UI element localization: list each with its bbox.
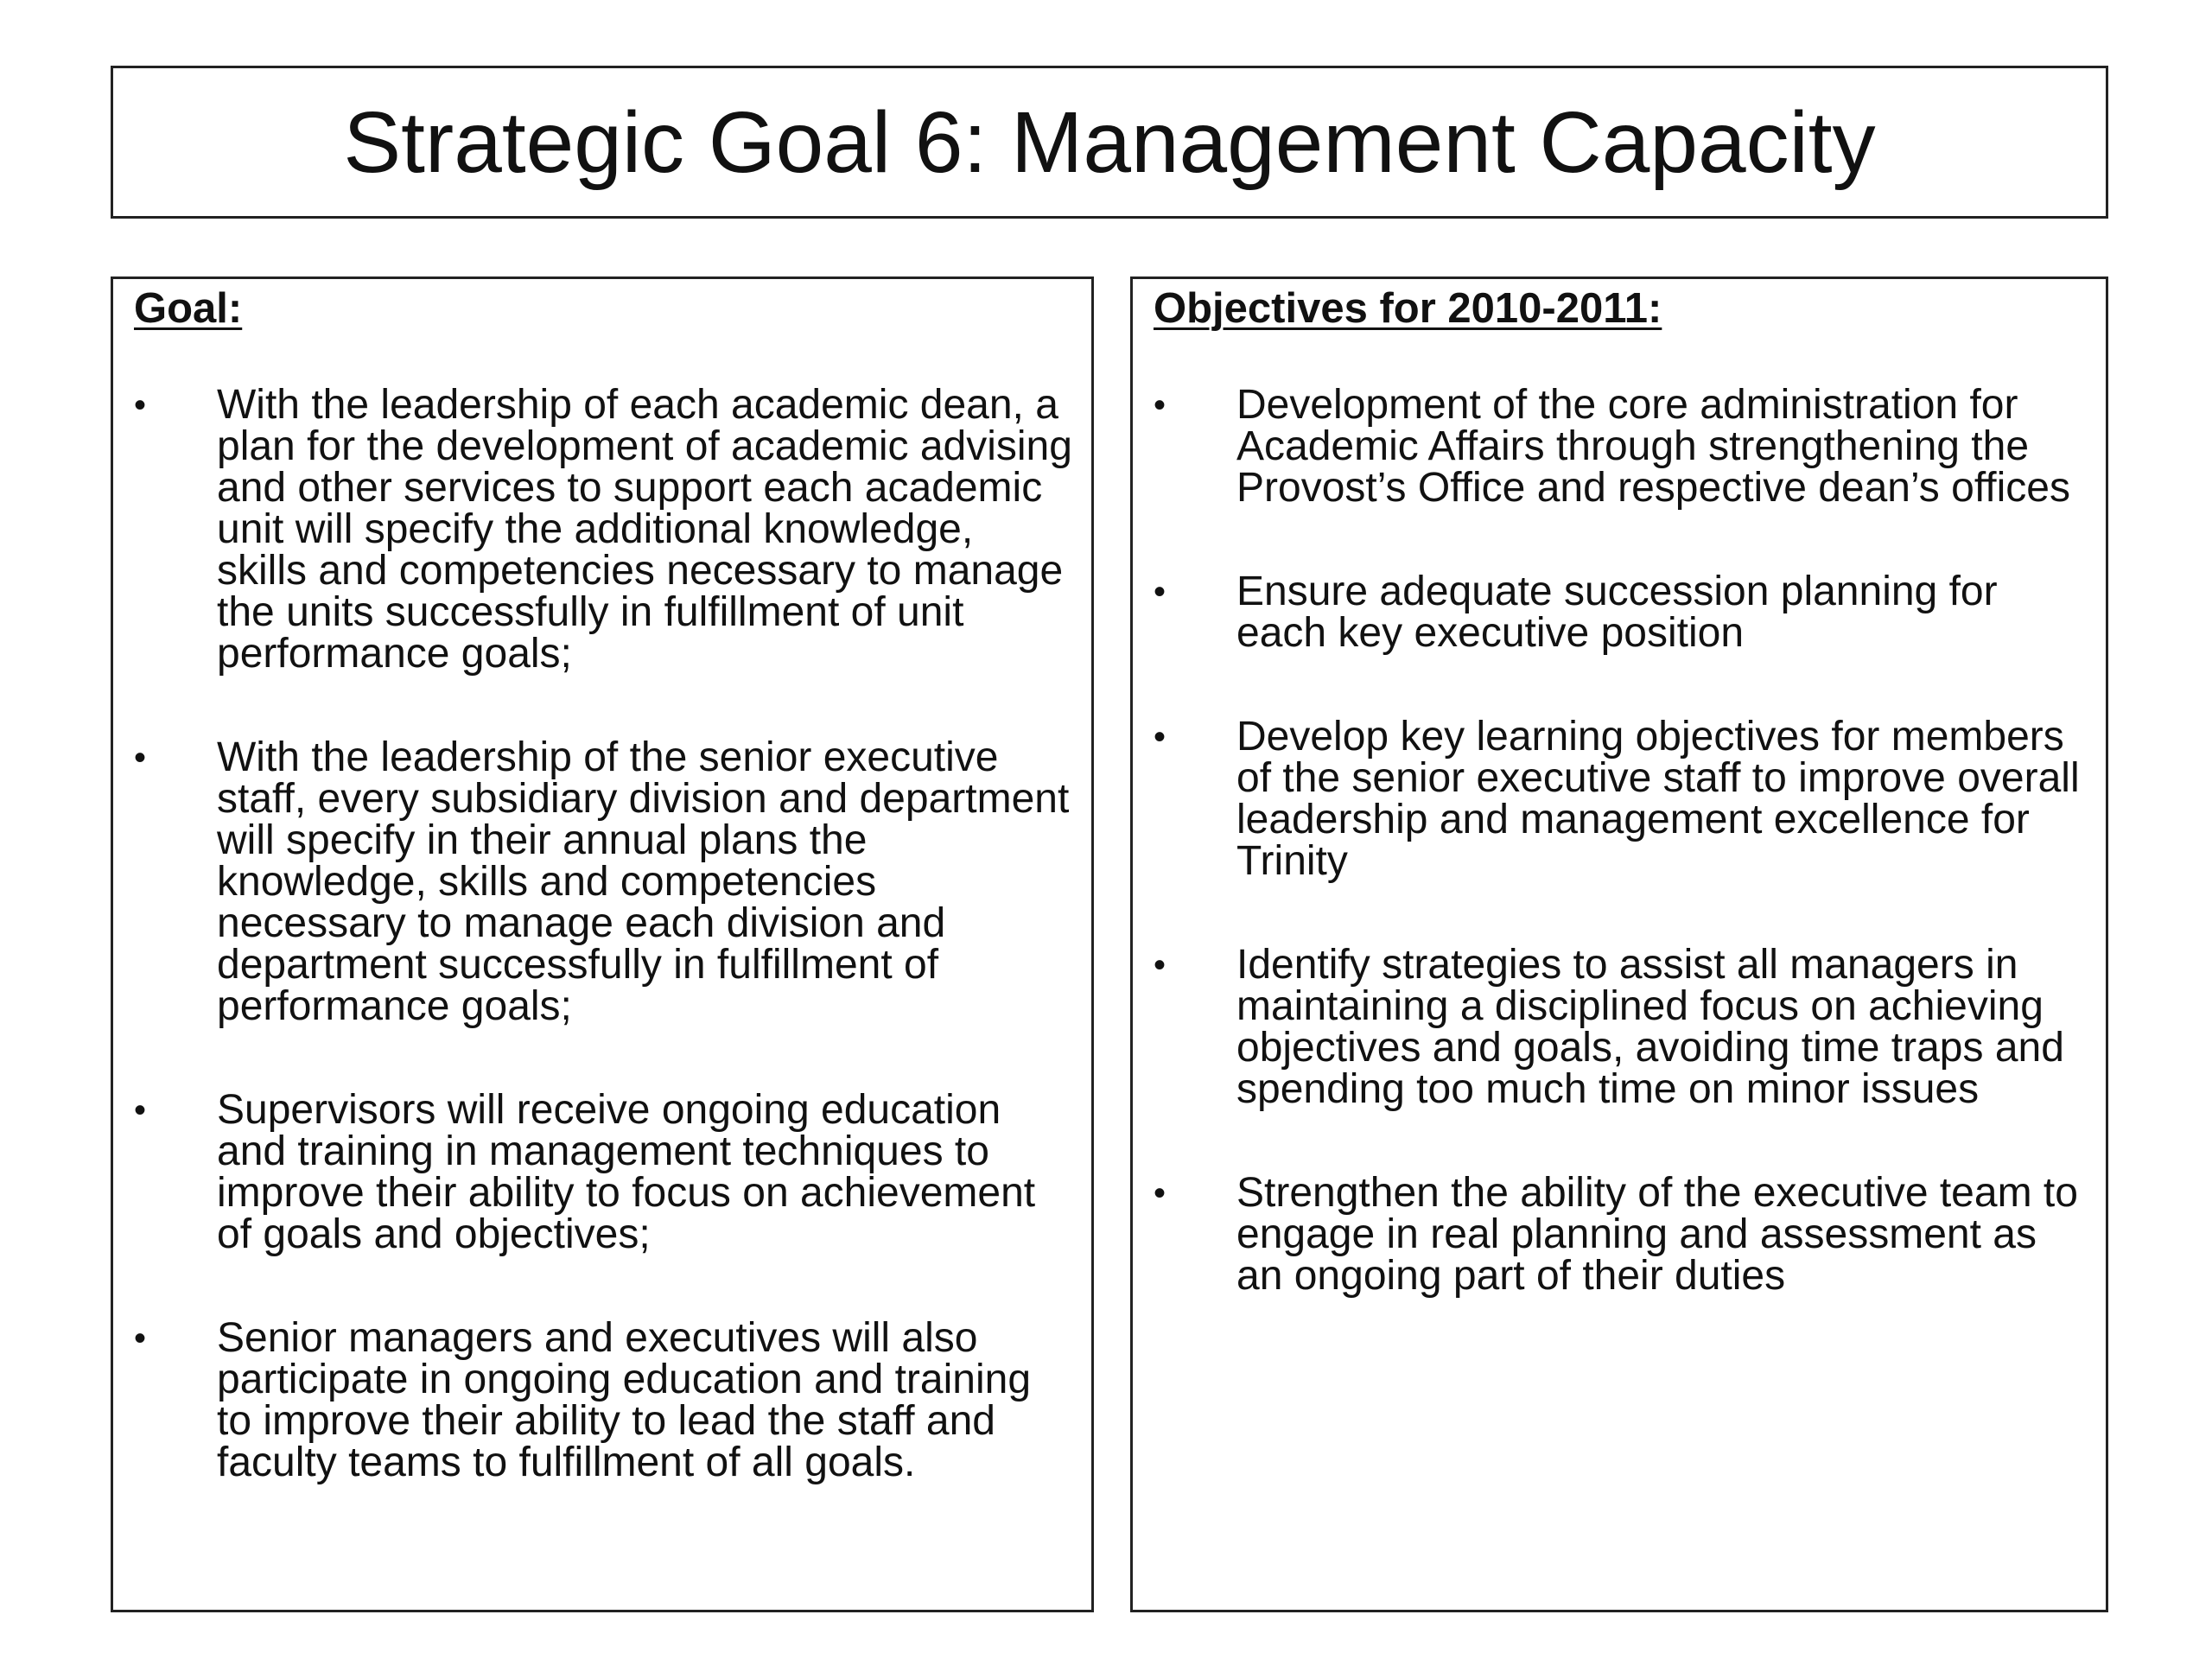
bullet-icon: • <box>1154 718 1166 756</box>
page-title: Strategic Goal 6: Management Capacity <box>343 93 1876 191</box>
bullet-icon: • <box>1154 946 1166 984</box>
list-item <box>113 382 1091 677</box>
list-item <box>1133 571 2106 654</box>
list-item <box>113 734 1091 1029</box>
bullet-icon: • <box>134 1319 147 1357</box>
list-item <box>1133 716 2106 882</box>
list-item <box>1133 1170 2106 1299</box>
list-item <box>113 1315 1091 1485</box>
bullet-icon: • <box>1154 1174 1166 1212</box>
objectives-heading: Objectives for 2010-2011: <box>1154 285 1662 332</box>
list-item <box>113 1087 1091 1257</box>
objectives-list <box>1133 382 2106 1359</box>
bullet-icon: • <box>1154 573 1166 611</box>
objective-item-text: Identify strategies to assist all managers in maintaining a disciplined focus on achieving objectives and goals, avoiding time traps and spending too much time on minor issues <box>1236 942 2064 1112</box>
objective-item-text: Ensure adequate succession planning for each key executive position <box>1236 569 1998 656</box>
goal-item-text: Senior managers and executives will also participate in ongoing education and training to improve their ability to lead the staff and faculty teams to fulfillment of all goals. <box>217 1315 1032 1485</box>
goal-item-text: With the leadership of each academic dean, a plan for the development of academic advising and other services to support each academic unit will specify the additional knowledge, skills and competencies necessary to manage the units successfully in fulfillment of unit performance goals; <box>217 382 1072 677</box>
goal-panel <box>111 276 1094 1612</box>
list-item <box>1133 944 2106 1110</box>
bullet-icon: • <box>134 1091 147 1129</box>
objective-item-text: Development of the core administration for Academic Affairs through strengthening the Provost’s Office and respective dean’s offices <box>1236 382 2070 511</box>
bullet-icon: • <box>1154 386 1166 424</box>
goal-item-text: Supervisors will receive ongoing education and training in management techniques to improve their ability to focus on achievement of goals and objectives; <box>217 1087 1036 1257</box>
goal-heading: Goal: <box>134 285 243 332</box>
bullet-icon: • <box>134 386 147 424</box>
title-box <box>111 66 2108 219</box>
objectives-panel <box>1130 276 2108 1612</box>
objective-item-text: Develop key learning objectives for members of the senior executive staff to improve overall leadership and management excellence for Trinity <box>1236 714 2080 884</box>
list-item <box>1133 382 2106 511</box>
bullet-icon: • <box>134 739 147 777</box>
goal-list <box>113 382 1091 1546</box>
objective-item-text: Strengthen the ability of the executive team to engage in real planning and assessment as an ongoing part of their duties <box>1236 1170 2078 1299</box>
goal-item-text: With the leadership of the senior executive staff, every subsidiary division and department will specify in their annual plans the knowledge, skills and competencies necessary to manage each division and department successfully in fulfillment of performance goals; <box>217 734 1070 1029</box>
